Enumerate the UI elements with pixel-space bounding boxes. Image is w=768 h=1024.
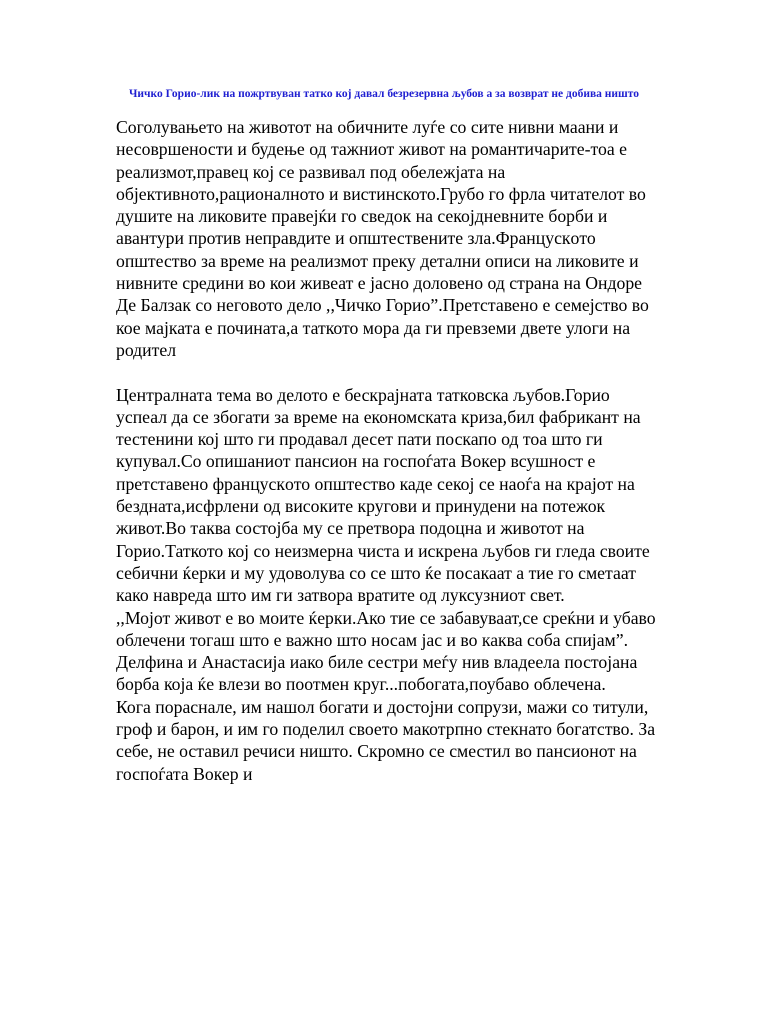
paragraph-daughters: Делфина и Анастасија иако биле сестри меѓу нив владеела постојана борба која ќе влези во поотмен круг...побогата,поубаво облечена. bbox=[116, 652, 638, 695]
paragraph-quote: ,,Мојот живот е во моите ќерки.Ако тие се забавуваат,се среќни и убаво облечени тогаш што е важно што носам јас и во каква соба спијам”. bbox=[116, 607, 656, 650]
paragraph-intro: Соголувањето на животот на обичните луѓе со сите нивни маани и несовршености и будење од тажниот живот на романтичарите-тоа е реализмот,правец кој се развивал под обележјата на објективното,рационалното и вистинското.Грубо го фрла читателот во душите на ликовите правејќи го сведок на секојдневните борби и авантури против неправдите и општествените зла.Францускoто општество за време на реализмот преку детални описи на ликовите и нивните средини во кои живеат е јасно доловено од страна на Ондоре Де Балзак со неговото дело ,,Чичко Горио”.Претставено е семејство во кое мајката е почината,а таткото мора да ги превземи двете улоги на родител bbox=[116, 117, 649, 360]
paragraph-spacer bbox=[116, 361, 661, 383]
paragraph-marriage: Кога пораснале, им нашол богати и достојни сопрузи, мажи со титули, гроф и барон, и им го поделил своето макотрпно стекнато богатство. За себе, не оставил речиси ништо. Скромно се сместил во пансионот на госпоѓата Вокер и bbox=[116, 696, 656, 784]
document-title: Чичко Горио-лик на пожртвуван татко кој давал безрезервна љубов а за возврат не добива ништо bbox=[128, 88, 640, 100]
document-body bbox=[116, 116, 661, 785]
paragraph-central-theme: Централната тема во делото е бескрајната татковска љубов.Горио успеал да се збогати за време на економската криза,бил фабрикант на тестенини кој што ги продавал десет пати поскапо од тоа што ги купувал.Со опишаниот пансион на госпоѓата Вокер всушност е претставено францускoто општество каде секој се наоѓа на крајот на бездната,исфрлени од високите кругови и принудени на потежок живот.Во таква состојба му се претвора подоцна и животот на Горио.Таткото кој со неизмерна чиста и искрена љубов ги гледа своите себични ќерки и му удоволува со се што ќе посакаат а тие го сметаат како навреда што им ги затвора вратите од луксузниот свет. bbox=[116, 384, 650, 606]
